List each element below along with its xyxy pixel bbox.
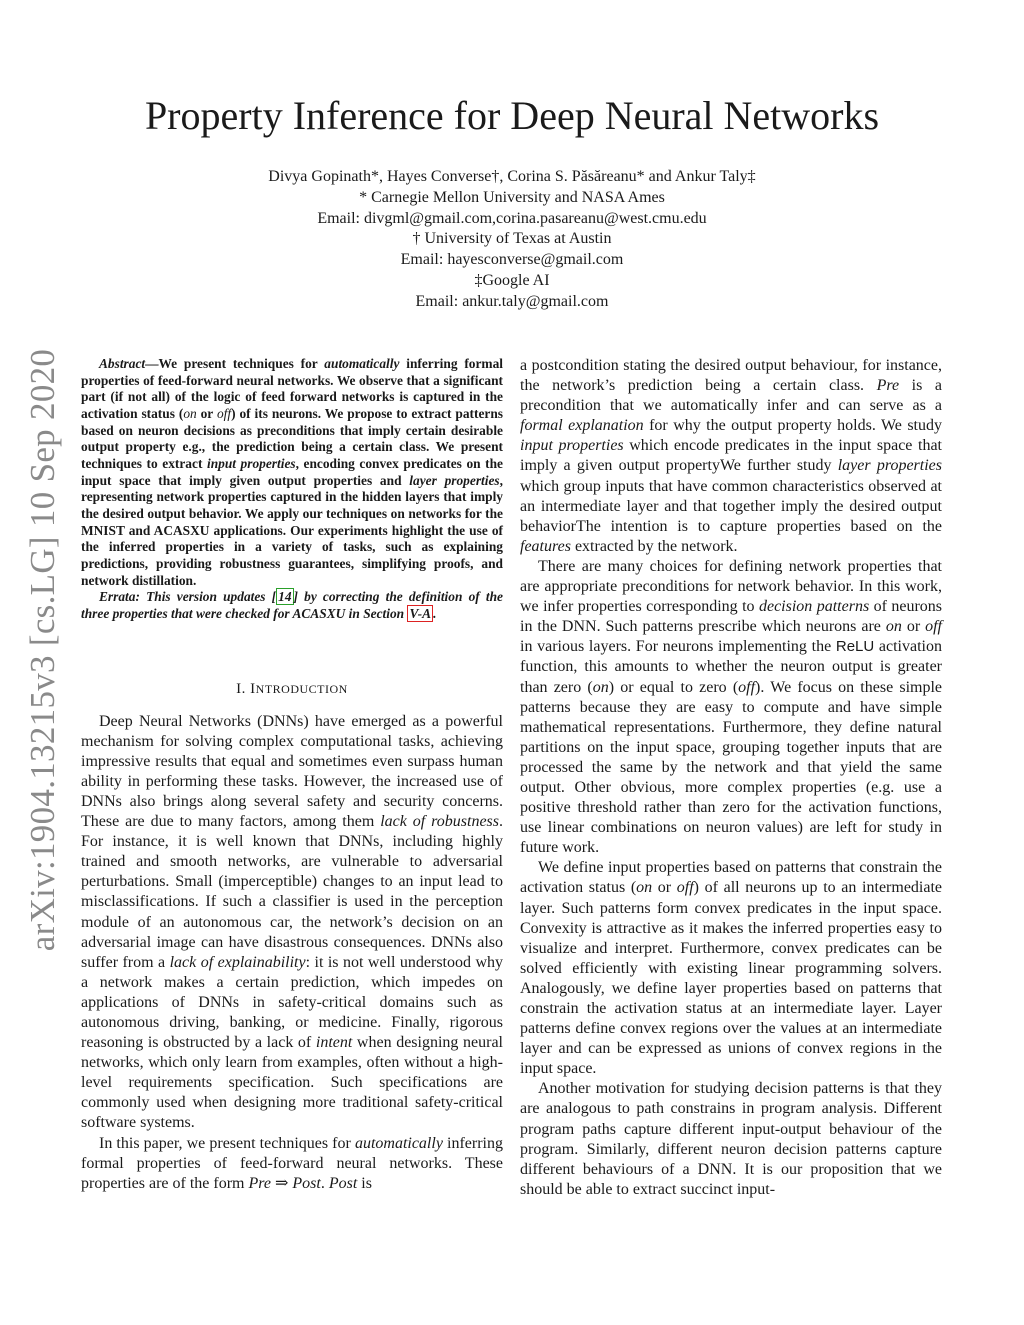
left-column — [81, 356, 503, 1194]
abstract-paragraph: Abstract—We present techniques for automatically inferring formal properties of feed-forward neural networks. We observe that a significant part (if not all) of the logic of feed forward networks is captured in the activation status (on or off) of its neurons. We propose to extract patterns based on neuron decisions as preconditions that imply certain desirable output property e.g., the prediction being a certain class. We present techniques to extract input properties, encoding convex predicates on the input space that imply given output properties and layer properties, representing network properties captured in the hidden layers that imply the desired output behavior. We apply our techniques on networks for the MNIST and ACASXU applications. Our experiments highlight the use of the inferred properties in a variety of tasks, such as explaining predictions, providing robustness guarantees, simplifying proofs, and network distillation. — [81, 356, 504, 588]
email-1[interactable]: Email: divgml@gmail.com,corina.pasareanu@west.cmu.edu — [317, 209, 707, 227]
citation-link-14[interactable]: 14 — [278, 589, 292, 605]
section-link-v-a[interactable]: V-A — [409, 605, 432, 621]
email-2[interactable]: Email: hayesconverse@gmail.com — [400, 251, 624, 269]
errata-note: Errata: This version updates [ 14 ] by correcting the definition of the three properties that were checked for ACASXU in Section V-A . — [81, 589, 503, 621]
intro-paragraph-5: Another motivation for studying decision patterns is that they are analogous to path constrains in program analysis. Different program paths capture different input-output behaviour of the program. Similarly, different neuron decision patterns capture different behaviours of a DNN. It is our proposition that we should be able to extract succinct input- — [520, 1080, 942, 1198]
affiliation-3: ‡Google AI — [474, 271, 550, 289]
author-names: Divya Gopinath*, Hayes Converse†, Corina S. Păsăreanu* and Ankur Taly‡ — [268, 168, 756, 185]
abstract — [81, 356, 503, 623]
right-column — [520, 356, 942, 1200]
intro-paragraph-2: In this paper, we present techniques for automatically inferring formal properties of feed-forward neural networks. These properties are of the form Pre ⇒ Post. Post is — [81, 1134, 503, 1192]
intro-paragraph-3: There are many choices for defining network properties that are appropriate preconditions for network behavior. In this work, we infer properties corresponding to decision patterns of neurons in the DNN. Such patterns prescribe which neurons are on or off in various layers. For neurons implementing the ReLU activation function, this amounts to whether the neuron output is greater than zero (on) or equal to zero (off). We focus on these simple patterns because they are easy to compute and have simple mathematical representations. Furthermore, they define natural partitions on the input space, grouping together inputs that are processed the same by the network and that yield the same output. Other obvious, more complex properties (e.g. use a positive threshold rather than zero for the activation functions, use linear combinations on neuron values) are left for study in future work. — [520, 557, 943, 857]
affiliation-2: † University of Texas at Austin — [412, 230, 612, 248]
arxiv-sidebar — [22, 350, 64, 950]
abstract-label: Abstract — [99, 356, 146, 371]
email-3[interactable]: Email: ankur.taly@gmail.com — [415, 292, 609, 310]
intro-paragraph-1: Deep Neural Networks (DNNs) have emerged as a powerful mechanism for solving complex computational tasks, achieving impressive results that equal and sometimes even surpass human ability in performing these tasks. However, the increased use of DNNs also brings along several safety and security concerns. These are due to many factors, among them lack of robustness. For instance, it is well known that DNNs, including highly trained and smooth networks, are vulnerable to adversarial perturbations. Small (imperceptible) changes to an input lead to misclassifications. If such a classifier is used in the perception module of an autonomous car, the network’s decision on an adversarial image can have disastrous consequences. DNNs also suffer from a lack of explainability: it is not well understood why a network makes a certain prediction, which impedes on applications of DNNs in safety-critical domains such as autonomous driving, banking, or medicine. Finally, rigorous reasoning is obstructed by a lack of intent when designing neural networks, which only learn from examples, often without a high-level requirements specification. Such specifications are commonly used when designing more traditional safety-critical software systems. — [81, 712, 504, 1132]
affiliation-1: * Carnegie Mellon University and NASA Ames — [359, 188, 665, 206]
section-heading-introduction: I. INTRODUCTION — [236, 680, 348, 697]
paper-title: Property Inference for Deep Neural Networks — [144, 93, 880, 138]
intro-paragraph-4: We define input properties based on patterns that constrain the activation status (on or off) of all neurons up to an intermediate layer. Such patterns form convex predicates in the input space. Convexity is attractive as it makes the inferred properties easy to visualize and interpret. Furthermore, convex predicates can be solved efficiently with existing linear programming solvers. Analogously, we define layer properties based on patterns that constrain the activation status at an intermediate layer. Layer patterns define convex regions over the values at an intermediate layer and can be expressed as unions of convex regions in the input space. — [520, 859, 943, 1078]
arxiv-id: arXiv:1904.13215v3 [cs.LG] 10 Sep 2020 — [23, 348, 62, 952]
author-block — [0, 167, 1024, 313]
intro-paragraph-2-cont: a postcondition stating the desired output behaviour, for instance, the network’s prediction being a certain class. Pre is a precondition that we automatically infer and can serve as a formal explanation for why the output property holds. We study input properties which encode predicates in the input space that imply a given output propertyWe further study layer properties which group inputs that have common characteristics observed at an intermediate layer and that together imply the desired output behaviorThe intention is to capture properties based on the features extracted by the network. — [520, 357, 943, 555]
